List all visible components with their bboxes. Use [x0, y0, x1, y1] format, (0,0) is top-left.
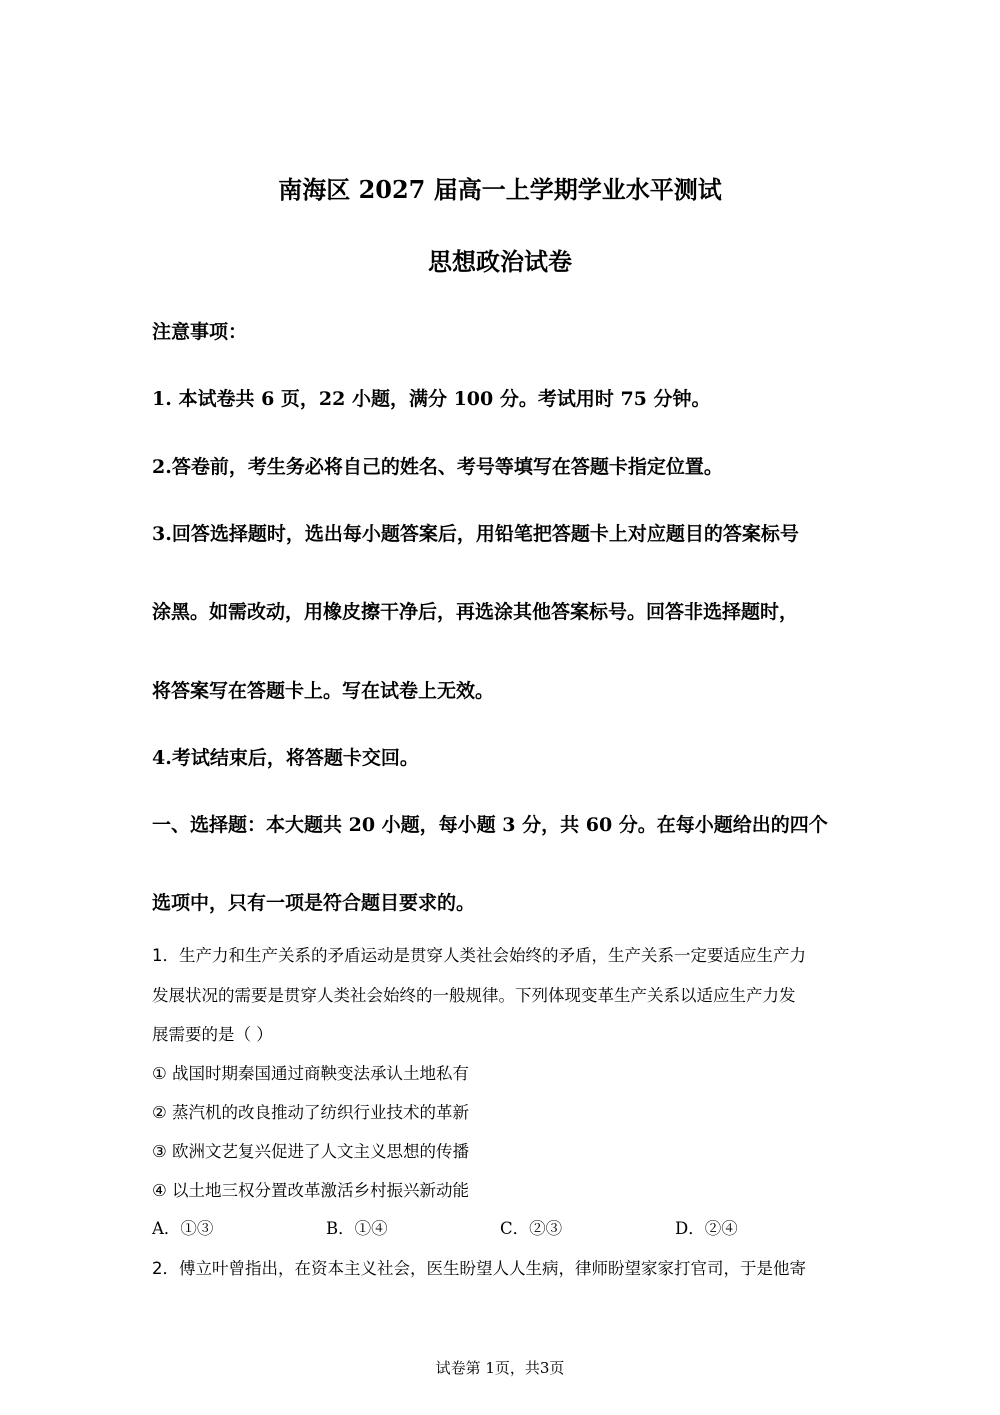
question-1-option-b: B．①④	[326, 1219, 388, 1238]
page-footer: 试卷第 1页，共3页	[435, 1359, 565, 1377]
notice-heading: 注意事项：	[152, 321, 248, 343]
notice-item-3-line-1: 3.回答选择题时，选出每小题答案后，用铅笔把答题卡上对应题目的答案标号	[152, 523, 799, 545]
question-1-statement-4: ④ 以土地三权分置改革激活乡村振兴新动能	[152, 1181, 470, 1200]
notice-item-2: 2.答卷前，考生务必将自己的姓名、考号等填写在答题卡指定位置。	[152, 456, 723, 478]
question-1-option-a: A．①③	[152, 1219, 214, 1238]
question-1-stem-line-3: 展需要的是（ ）	[152, 1025, 273, 1044]
question-2-stem-line-1: 2．傅立叶曾指出，在资本主义社会，医生盼望人人生病，律师盼望家家打官司，于是他寄	[152, 1259, 806, 1278]
notice-item-3-line-2: 涂黑。如需改动，用橡皮擦干净后，再选涂其他答案标号。回答非选择题时，	[152, 601, 799, 623]
page-subtitle: 思想政治试卷	[428, 247, 572, 276]
page-title: 南海区 2027 届高一上学期学业水平测试	[278, 175, 722, 204]
question-1-statement-2: ② 蒸汽机的改良推动了纺织行业技术的革新	[152, 1103, 470, 1122]
section-heading-line-2: 选项中，只有一项是符合题目要求的。	[152, 892, 476, 914]
question-1-statement-3: ③ 欧洲文艺复兴促进了人文主义思想的传播	[152, 1142, 470, 1161]
section-heading-line-1: 一、选择题：本大题共 20 小题，每小题 3 分，共 60 分。在每小题给出的四个	[152, 814, 828, 836]
notice-item-4: 4.考试结束后，将答题卡交回。	[152, 747, 419, 769]
question-1-stem-line-1: 1．生产力和生产关系的矛盾运动是贯穿人类社会始终的矛盾，生产关系一定要适应生产力	[152, 946, 806, 965]
question-1-option-c: C．②③	[500, 1219, 563, 1238]
notice-item-1: 1. 本试卷共 6 页，22 小题，满分 100 分。考试用时 75 分钟。	[152, 388, 711, 410]
question-1-stem-line-2: 发展状况的需要是贯穿人类社会始终的一般规律。下列体现变革生产关系以适应生产力发	[152, 986, 796, 1005]
question-1-statement-1: ① 战国时期秦国通过商鞅变法承认土地私有	[152, 1064, 470, 1083]
notice-item-3-line-3: 将答案写在答题卡上。写在试卷上无效。	[152, 680, 495, 702]
question-1-option-d: D．②④	[675, 1219, 738, 1238]
